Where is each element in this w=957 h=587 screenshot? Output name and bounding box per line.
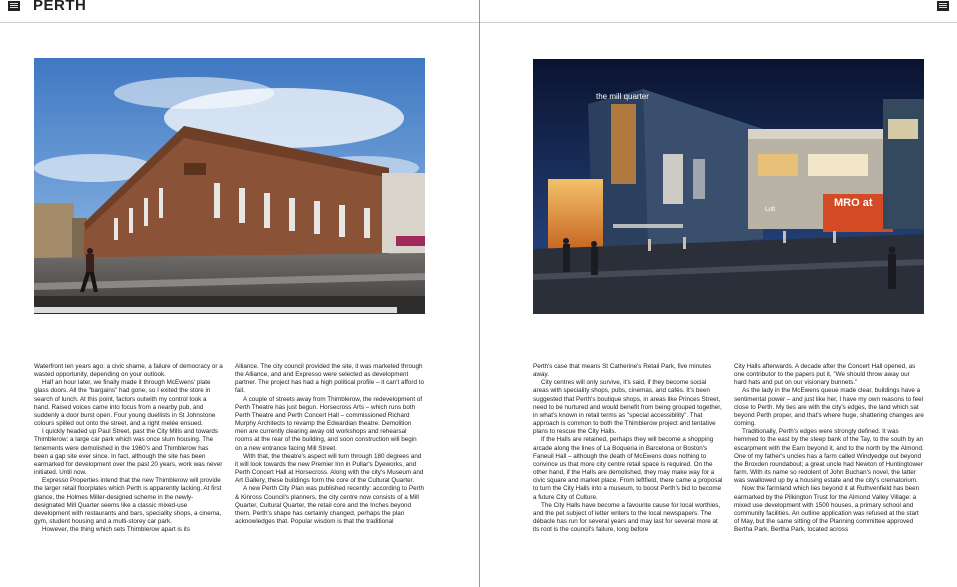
paragraph: As the lady in the McEwens queue made clear, buildings have a sentimental power – and just like her, I have my own reasons to feel close to Perth. My ties are with the city's edges, the land which sat beyond Perth proper, and that's where huge, shattering changes are coming. bbox=[734, 387, 924, 428]
paragraph: If the Halls are retained, perhaps they will become a shopping arcade along the lines of La Boqueria in Barcelona or Boston's Faneuil Hall – although the death of McEwens does nothing to convince us that more city centre retail space is required. On the other hand, if the Halls are demolished, they may make way for a civic square and market place. From leftfield, there came a proposal to turn the City Halls into a museum, to boost Perth's bid to become a future City of Culture. bbox=[533, 436, 723, 501]
shop-sign-right: MRO at bbox=[834, 197, 873, 209]
section-title: PERTH bbox=[33, 0, 87, 14]
menu-icon[interactable] bbox=[937, 1, 949, 11]
paragraph: Traditionally, Perth's edges were strongly defined. It was hemmed to the east by the steep bank of the Tay, to the south by an escarpment with the Earn beyond it, and to the north by the Almond. One of my father's uncles has a farm called Windyedge out beyond the Broxden roundabout; a great uncle had Newton of Huntingtower farm. With its name so redolent of John Buchan's novel, the latter was swallowed up by a housing estate and the city's crematorium. bbox=[734, 428, 924, 485]
menu-icon[interactable] bbox=[8, 1, 20, 11]
paragraph: Waterfront ten years ago: a civic shame, a failure of democracy or a wasted opportunity, depending on your outlook. bbox=[34, 363, 223, 379]
photo-caption-bar bbox=[34, 307, 397, 313]
paragraph: I quickly headed up Paul Street, past the City Mills and towards Thimblerow: a large car park which was once slum housing. The tenements were demolished in the 1960's and Thimblerow has been a gap site ever since. In fact, although the site has been earmarked for development over the past 20 years, work was never initiated. Until now. bbox=[34, 428, 223, 477]
header-divider bbox=[0, 22, 479, 23]
paragraph: However, the thing which sets Thimblerow apart is its bbox=[42, 526, 190, 534]
paragraph: Half an hour later, we finally made it through McEwens' plate glass doors. All the "bargains" had gone, so I exited the store in search of lunch. At this point, factors outwith my control took a hand. Raised voices came into focus from a nearby pub, and suddenly a door burst open. Four young duellists in St Johnstone colours spilled out onto the street, and a right melée ensued. bbox=[34, 379, 216, 428]
shop-sign-left: Loft bbox=[765, 207, 776, 213]
quarter-sign: the mill quarter bbox=[596, 92, 649, 101]
paragraph: Alliance. The city council provided the site, it was marketed through the Alliance, and and Expresso were selected as development partner. The project has had a high political profile – it can't afford to fail. bbox=[235, 363, 424, 395]
paragraph: City centres will only survive, it's said, if they become social areas with speciality shops, pubs, cinemas, and cafés. It's been suggested that Perth's boutique shops, in areas like Princes Street, need to be nurtured and would benefit from being grouped together, in what's known in retail terms as "special accessibility". That approach is common to both the Thimblerow project and tentative plans to rescue the City Halls. bbox=[533, 379, 722, 436]
paragraph: City Halls afterwards. A decade after the Concert Hall opened, as one contributor to the papers put it, "We should throw away our hard hats and put on our visionary bunnets." bbox=[734, 363, 916, 387]
article-column-2 bbox=[235, 363, 425, 526]
mill-quarter-render bbox=[533, 59, 924, 314]
paragraph: Perth's case that means St Catherine's Retail Park, five minutes away. bbox=[533, 363, 712, 379]
article-column-4 bbox=[734, 363, 924, 534]
article-column-3 bbox=[533, 363, 723, 534]
paragraph: A new Perth City Plan was published recently: according to Perth & Kinross Council's planners, the city centre now consists of a Mill Quarter, Cultural Quarter, the retail core and the Inches beyond them. Perth's shape has certainly changed, perhaps the plan acknowledges that. Popular wisdom is that the traditional bbox=[235, 485, 424, 525]
right-page bbox=[480, 0, 957, 587]
header-divider bbox=[480, 22, 957, 23]
paragraph: Now the farmland which lies beyond it at Ruthvenfield has been earmarked by the Pilkington Trust for the Almond Valley Village: a mixed use development with 1500 houses, a primary school and community facilities. An outline application was refused at the start of May, but the same sitting of the Planning committee approved Bertha Park. Bertha Park, located across bbox=[734, 485, 920, 534]
city-halls-photo bbox=[34, 58, 425, 314]
paragraph: With that, the theatre's aspect will turn through 180 degrees and it will look towards the new Premier Inn in Pullar's Dyeworks, and Perth Concert Hall at Horsecross. Along with the city's Museum and Art Gallery, these buildings form the core of the Cultural Quarter. bbox=[235, 452, 424, 485]
paragraph: The City Halls have become a favourite cause for local worthies, and the pet subject of letter writers to the local newspapers. The débacle has run for several years and may last for several more at its root is the council's failure, long before bbox=[533, 501, 721, 534]
paragraph: A couple of streets away from Thimblerow, the redevelopment of Perth Theatre has just begun. Horsecross Arts – which runs both Perth Theatre and Perth Concert Hall – commissioned Richard Murphy Architects to revamp the Edwardian theatre. Demolition men are currently clearing away old workshops and rehearsal rooms at the rear of the building, and soon construction will begin on a new entrance facing Mill Street. bbox=[235, 395, 423, 452]
article-column-1 bbox=[34, 363, 224, 534]
paragraph: Expresso Properties intend that the new Thimblerow will provide the larger retail floorplates which Perth is apparently lacking. At first glance, the Holmes Miller-designed scheme in the newly-designated Mill Quarter seems like a classic mixed-use development with restaurants and bars, speciality shops, a cinema, gym, student housing and a multi-storey car park. bbox=[34, 477, 222, 525]
